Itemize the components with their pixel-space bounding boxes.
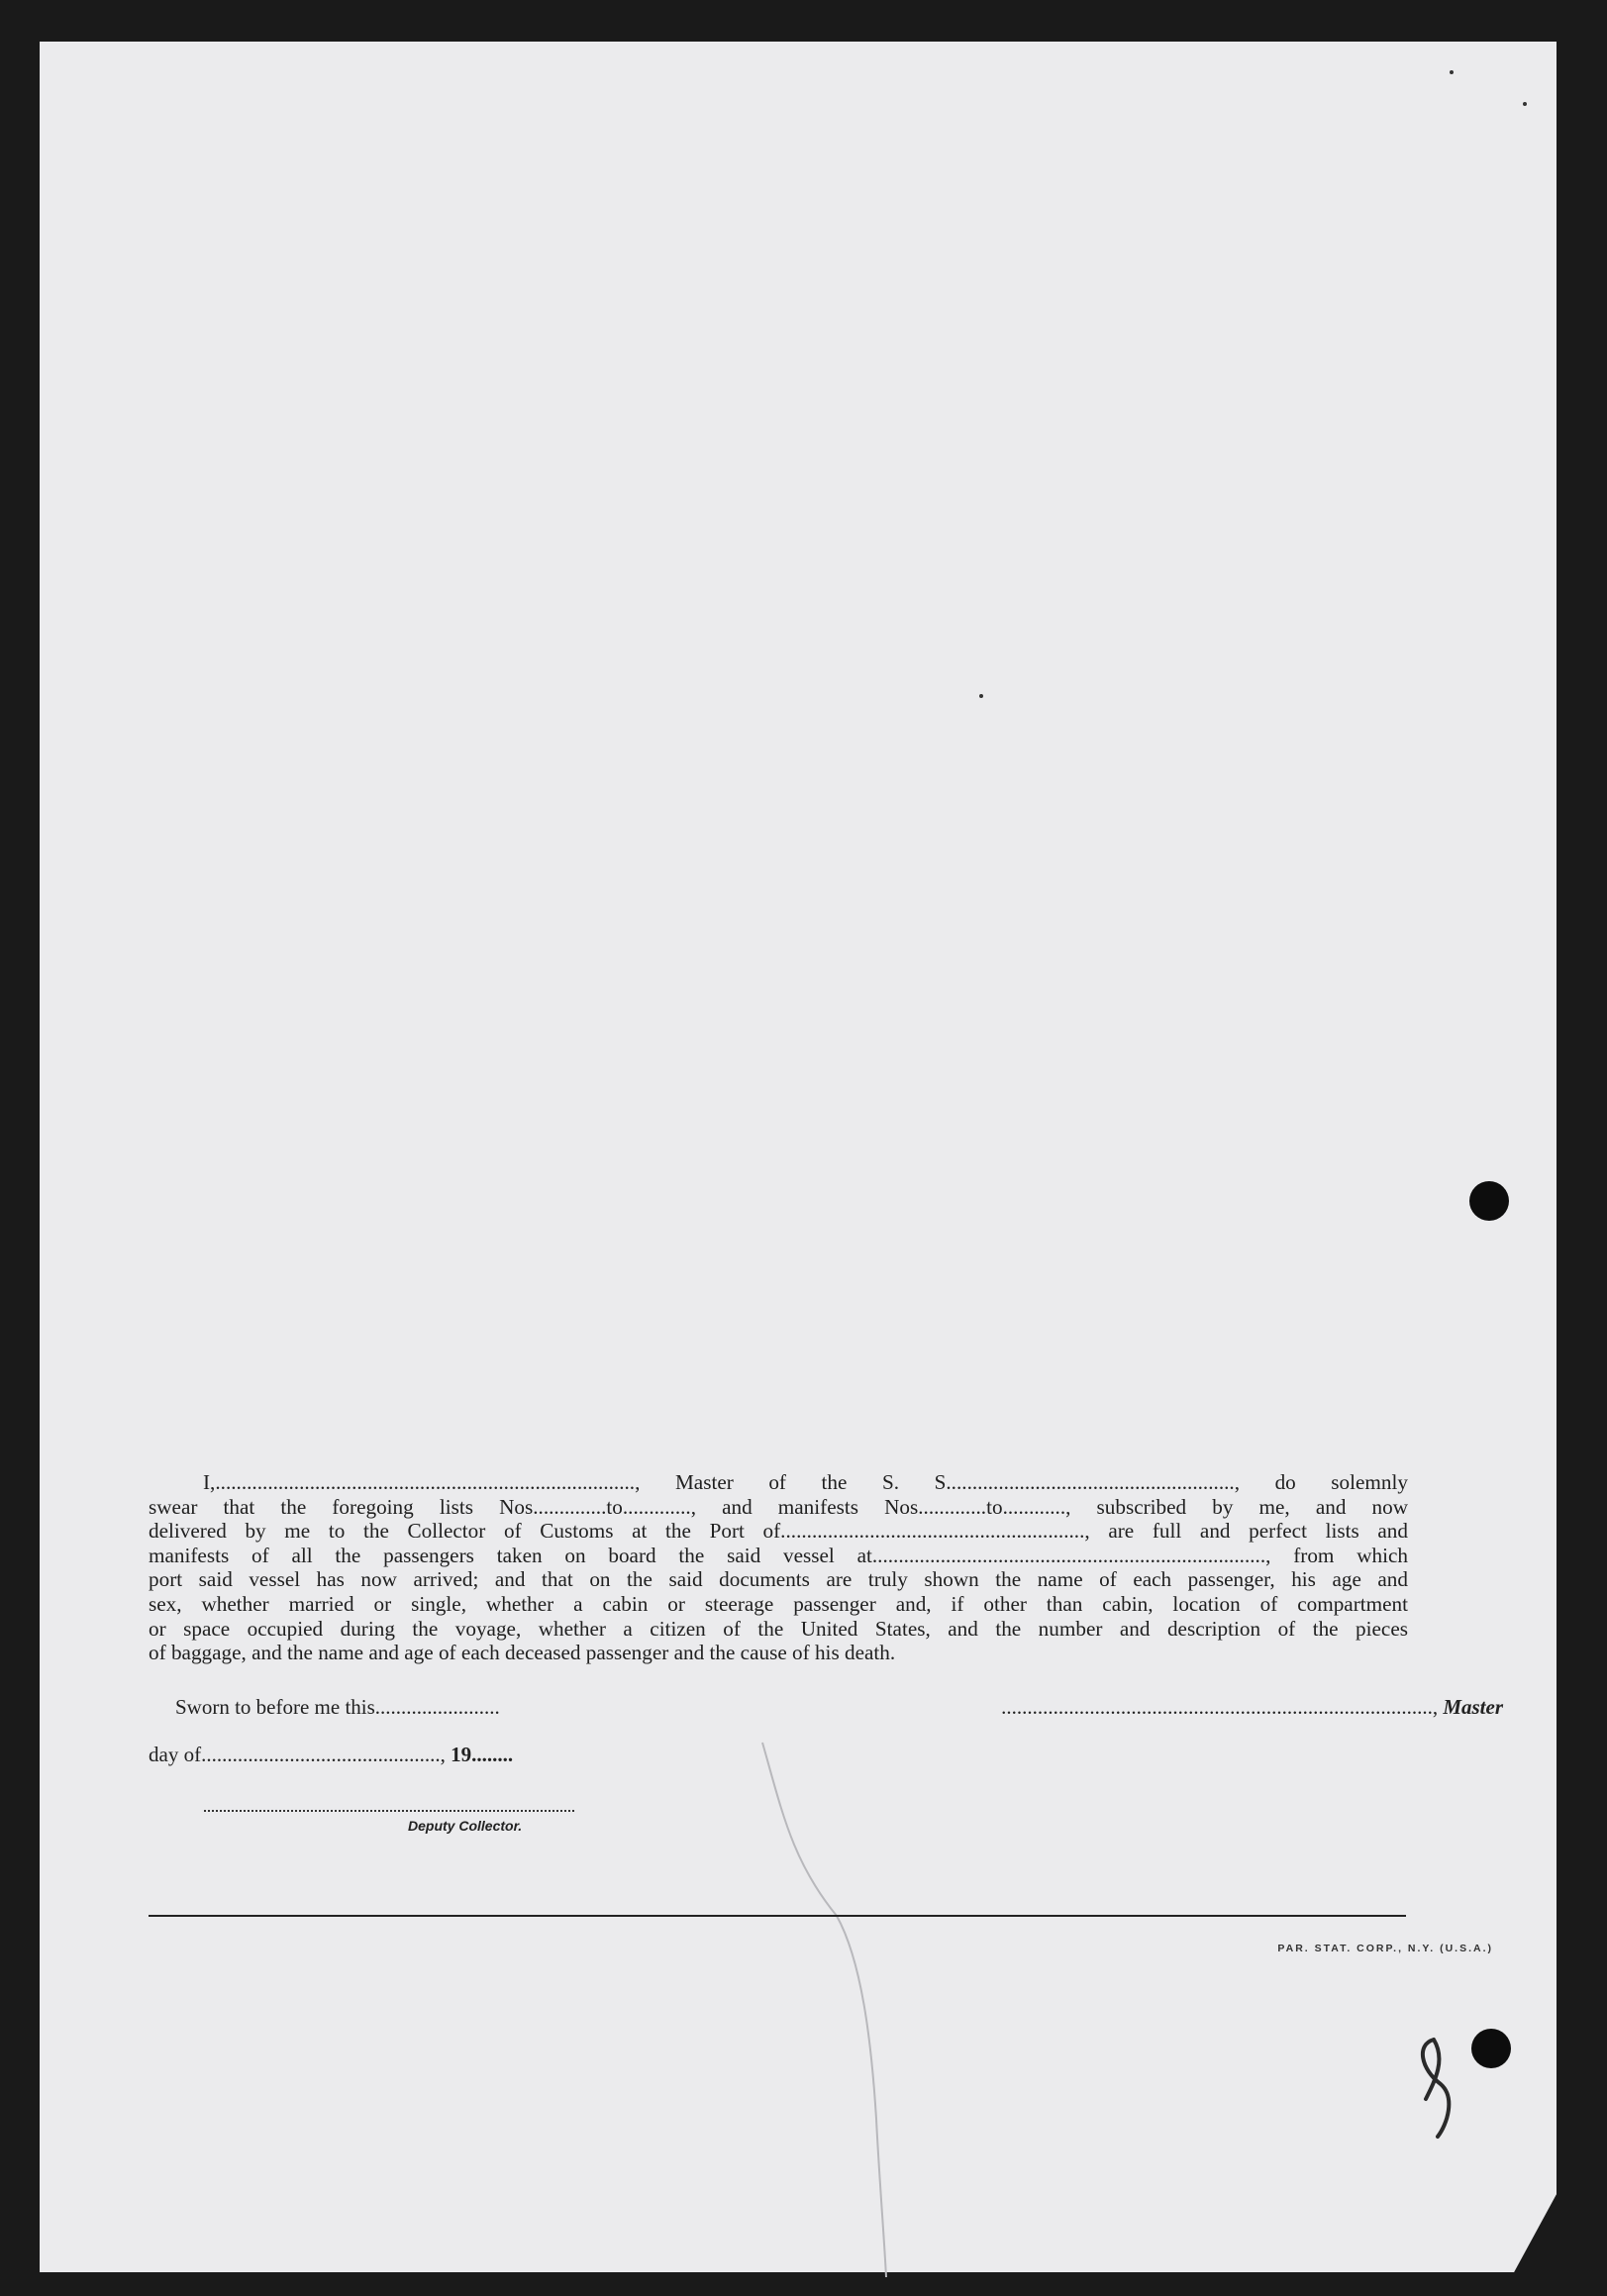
oath-line: or space occupied during the voyage, whether a citizen of the United States, and the number and description of the pieces <box>149 1616 1408 1641</box>
master-label: Master <box>1443 1695 1503 1719</box>
oath-line: swear that the foregoing lists Nos..............to............., and manifests Nos.............to............, subscribed by me, and now <box>149 1494 1408 1519</box>
oath-line: of baggage, and the name and age of each deceased passenger and the cause of his death. <box>149 1641 896 1665</box>
sworn-before-line: Sworn to before me this........................ <box>175 1695 500 1719</box>
oath-line: I,................................................................................, Master of the S. S......................................................., do solemnly <box>203 1470 1408 1494</box>
handwritten-mark <box>1386 2030 1495 2148</box>
master-signature-line <box>1001 1695 1503 1720</box>
oath-line: port said vessel has now arrived; and that on the said documents are truly shown the name of each passenger, his age and <box>149 1567 1408 1592</box>
horizontal-rule <box>149 1915 1406 1917</box>
day-of-text: day of.............................................., <box>149 1743 446 1766</box>
oath-line: sex, whether married or single, whether a cabin or steerage passenger and, if other than cabin, location of compartment <box>149 1591 1408 1616</box>
deputy-collector-label: Deputy Collector. <box>408 1818 523 1834</box>
master-dots: ..................................................................................., <box>1001 1695 1439 1719</box>
day-of-line <box>149 1743 513 1767</box>
oath-line: delivered by me to the Collector of Customs at the Port of.........................................................., are full and perfect lists and <box>149 1519 1408 1544</box>
oath-line: manifests of all the passengers taken on board the said vessel at..........................................................................., from which <box>149 1543 1408 1567</box>
printer-imprint: PAR. STAT. CORP., N.Y. (U.S.A.) <box>1277 1943 1493 1954</box>
year-field: 19........ <box>451 1743 514 1766</box>
oath-paragraph <box>149 1470 1408 1665</box>
deputy-signature-dotted-line <box>204 1810 574 1812</box>
